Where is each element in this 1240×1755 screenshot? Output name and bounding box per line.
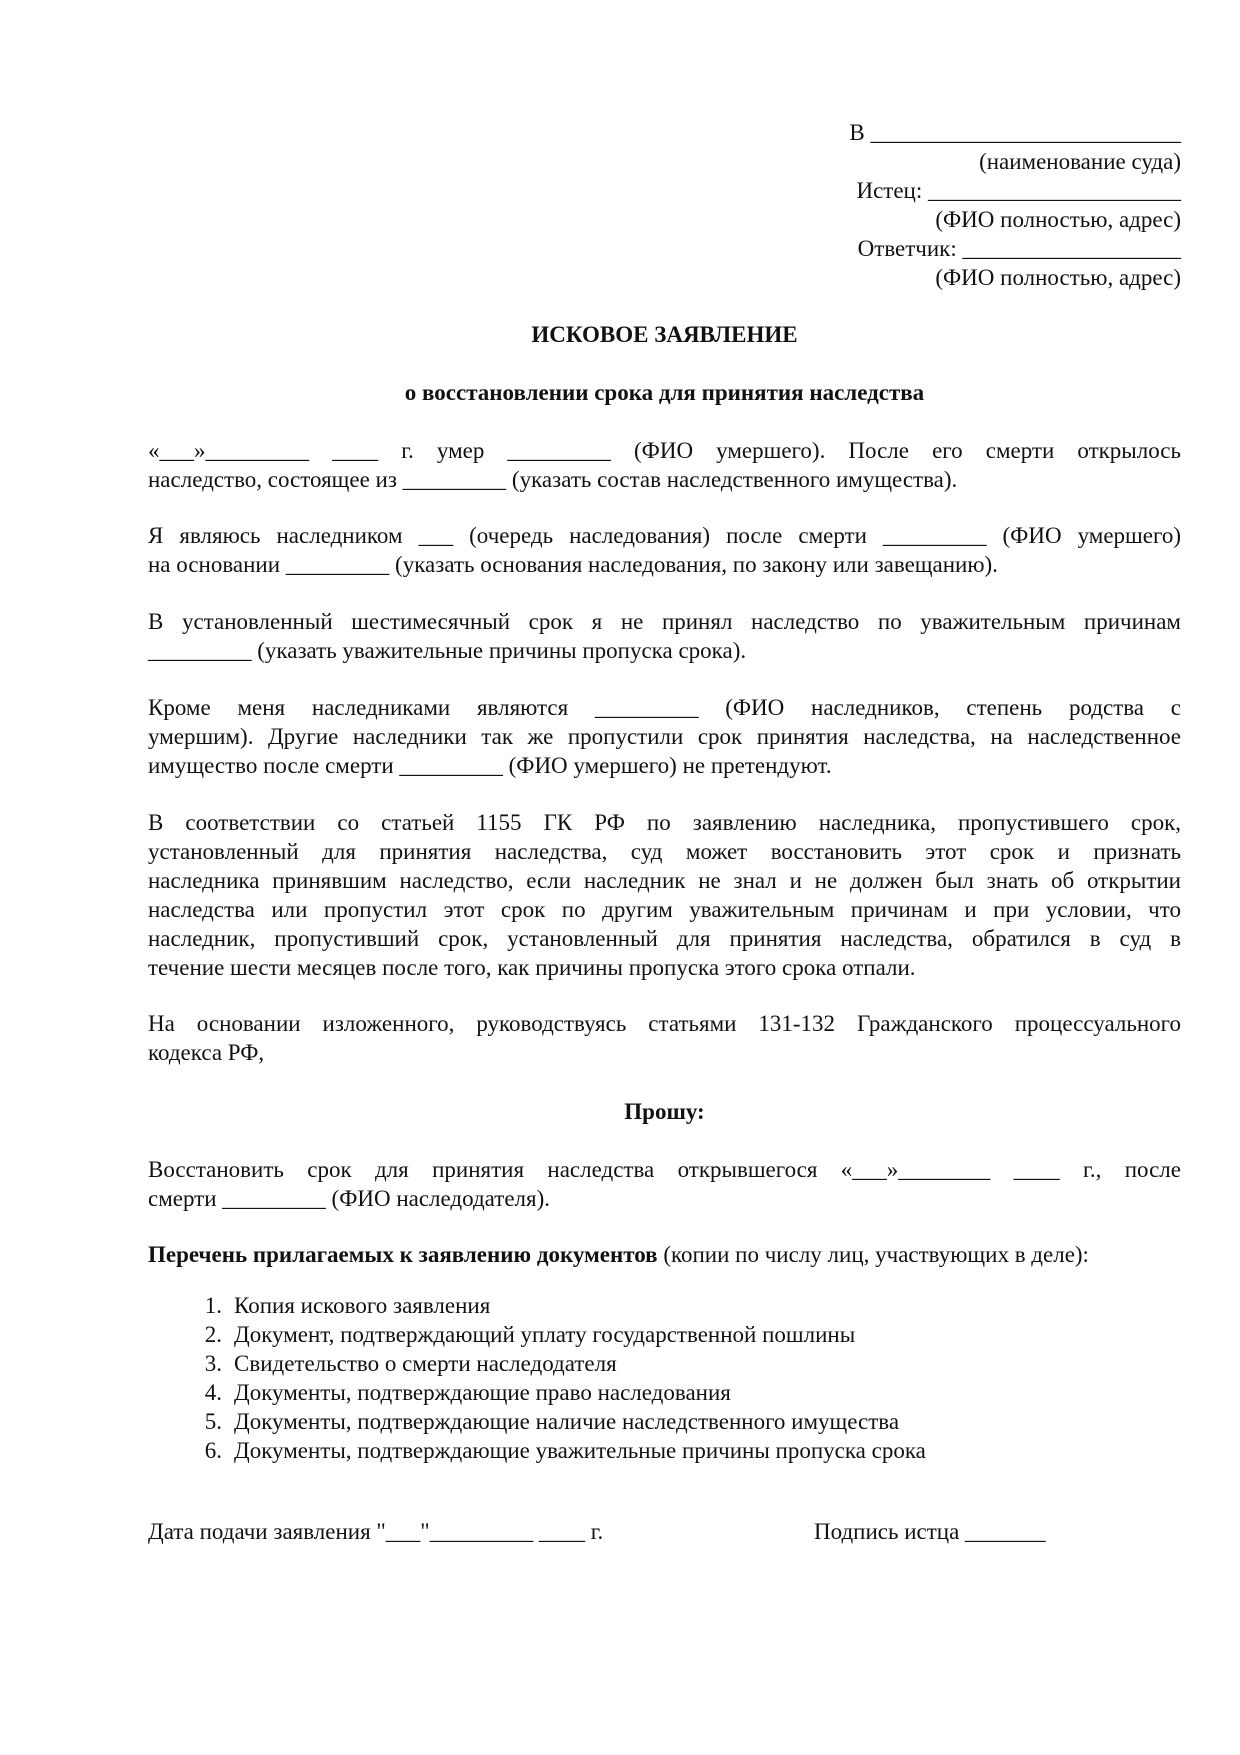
paragraph-death xyxy=(148,436,1181,494)
list-item-text: Документ, подтверждающий уплату государственной пошлины xyxy=(234,1322,856,1347)
plaintiff-line: Истец: ______________________ xyxy=(856,178,1181,203)
list-item-text: Документы, подтверждающие право наследования xyxy=(234,1380,731,1405)
court-line: В ___________________________ xyxy=(849,120,1181,145)
paragraph-grounds xyxy=(148,1009,1181,1067)
defendant-hint: (ФИО полностью, адрес) xyxy=(935,265,1181,290)
paragraph-line: смерти _________ (ФИО наследодателя). xyxy=(148,1186,551,1211)
attachments-heading-line xyxy=(148,1240,1181,1269)
attachments-heading-rest: (копии по числу лиц, участвующих в деле): xyxy=(657,1242,1089,1267)
paragraph-line: установленный для принятия наследства, суд может восстановить этот срок и признать xyxy=(148,839,1181,864)
paragraph-heir xyxy=(148,521,1181,579)
attachments-heading-bold: Перечень прилагаемых к заявлению документов xyxy=(148,1242,658,1267)
paragraph-line: _________ (указать уважительные причины пропуска срока). xyxy=(148,638,747,663)
paragraph-request xyxy=(148,1155,1181,1213)
attachments-heading xyxy=(148,1240,1181,1269)
paragraph-line: Восстановить срок для принятия наследства открывшегося «___»________ ____ г., после xyxy=(148,1157,1181,1182)
paragraph-line: наследника принявшим наследство, если наследник не знал и не должен был знать об открытии xyxy=(148,868,1181,893)
list-item xyxy=(182,1291,926,1320)
paragraph-line: кодекса РФ, xyxy=(148,1040,265,1065)
plaintiff-hint: (ФИО полностью, адрес) xyxy=(935,207,1181,232)
attachments-list xyxy=(182,1291,926,1465)
list-item xyxy=(182,1436,926,1465)
paragraph-line: В соответствии со статьей 1155 ГК РФ по заявлению наследника, пропустившего срок, xyxy=(148,810,1181,835)
defendant-line: Ответчик: ___________________ xyxy=(857,236,1181,261)
list-item-text: Документы, подтверждающие наличие наследственного имущества xyxy=(234,1409,900,1434)
paragraph-line: на основании _________ (указать основания наследования, по закону или завещанию). xyxy=(148,552,998,577)
paragraph-line: Я являюсь наследником ___ (очередь наследования) после смерти _________ (ФИО умершего) xyxy=(148,523,1181,548)
list-item-number: 6. xyxy=(204,1438,222,1463)
paragraph-line: умершим). Другие наследники так же пропустили срок принятия наследства, на наследственное xyxy=(148,724,1181,749)
request-heading: Прошу: xyxy=(624,1099,705,1124)
paragraph-line: наследство, состоящее из _________ (указать состав наследственного имущества). xyxy=(148,467,958,492)
list-item-number: 5. xyxy=(204,1409,222,1434)
paragraph-line: течение шести месяцев после того, как причины пропуска этого срока отпали. xyxy=(148,955,916,980)
list-item-number: 3. xyxy=(204,1351,222,1376)
header-block xyxy=(781,118,1181,292)
list-item-number: 2. xyxy=(204,1322,222,1347)
document-subtitle: о восстановлении срока для принятия наследства xyxy=(404,380,925,405)
paragraph-line: На основании изложенного, руководствуясь статьями 131-132 Гражданского процессуального xyxy=(148,1011,1181,1036)
paragraph-line: наследства или пропустил этот срок по другим уважительным причинам и при условии, что xyxy=(148,897,1181,922)
list-item xyxy=(182,1407,926,1436)
court-hint: (наименование суда) xyxy=(979,149,1181,174)
document-page xyxy=(148,0,1181,1755)
plaintiff-signature: Подпись истца _______ xyxy=(814,1519,1046,1544)
paragraph-missed-term xyxy=(148,607,1181,665)
list-item xyxy=(182,1378,926,1407)
list-item xyxy=(182,1349,926,1378)
paragraph-line: «___»_________ ____ г. умер _________ (ФИО умершего). После его смерти открылось xyxy=(148,438,1181,463)
paragraph-law-reference xyxy=(148,808,1181,982)
list-item-text: Копия искового заявления xyxy=(234,1293,491,1318)
list-item-number: 1. xyxy=(204,1293,222,1318)
paragraph-line: В установленный шестимесячный срок я не принял наследство по уважительным причинам xyxy=(148,609,1181,634)
list-item xyxy=(182,1320,926,1349)
submission-date: Дата подачи заявления "___"_________ ____ г. xyxy=(148,1519,604,1544)
list-item-text: Свидетельство о смерти наследодателя xyxy=(234,1351,617,1376)
paragraph-other-heirs xyxy=(148,693,1181,780)
paragraph-line: наследник, пропустивший срок, установленный для принятия наследства, обратился в суд в xyxy=(148,926,1181,951)
list-item-text: Документы, подтверждающие уважительные причины пропуска срока xyxy=(234,1438,926,1463)
list-item-number: 4. xyxy=(204,1380,222,1405)
paragraph-line: имущество после смерти _________ (ФИО умершего) не претендуют. xyxy=(148,753,832,778)
paragraph-line: Кроме меня наследниками являются _________ (ФИО наследников, степень родства с xyxy=(148,695,1181,720)
document-title: ИСКОВОЕ ЗАЯВЛЕНИЕ xyxy=(531,322,798,347)
